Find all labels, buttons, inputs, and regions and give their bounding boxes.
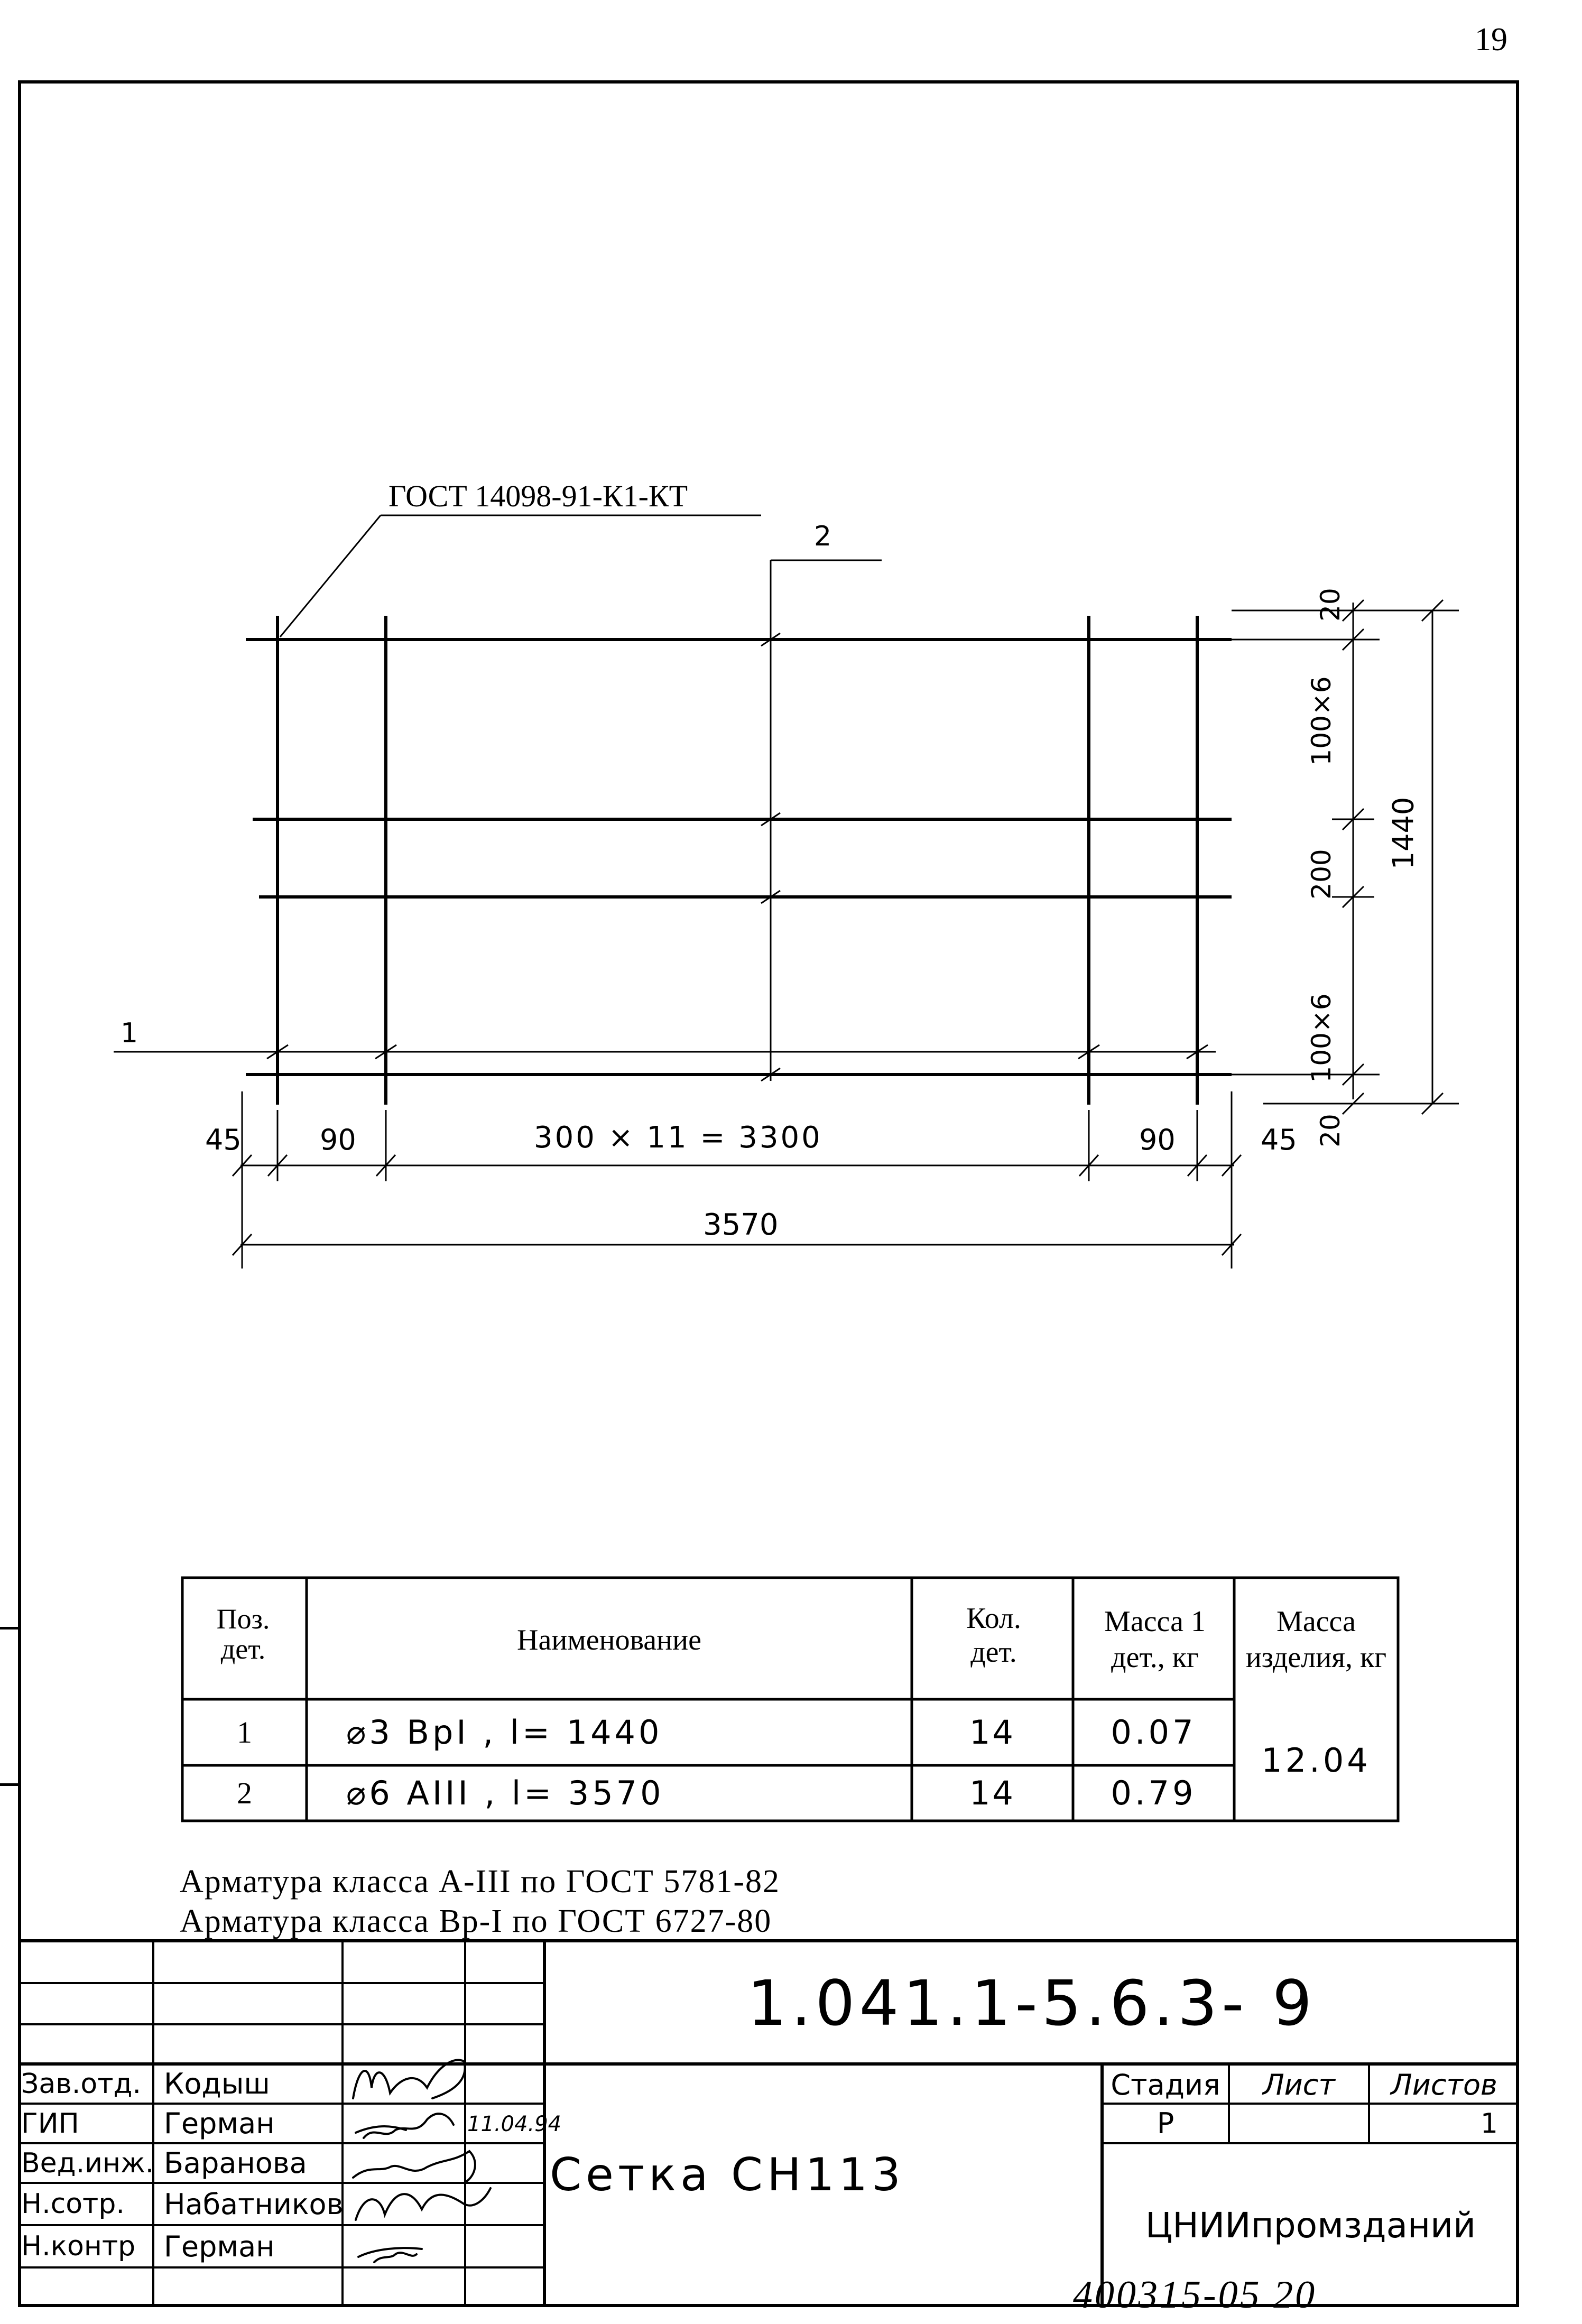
header-mass-total: Масса изделия, кг <box>1245 1605 1387 1674</box>
stage-label: Стадия <box>1111 2068 1220 2101</box>
page-number: 19 <box>1475 22 1507 58</box>
archive-number: 400315-05 20 <box>1073 2273 1317 2317</box>
role-label: ГИП <box>21 2107 79 2140</box>
row2-name: ⌀6 AIII , l= 3570 <box>346 1774 664 1812</box>
dim-main-span: 300 × 11 = 3300 <box>534 1121 822 1155</box>
dim-200: 200 <box>1306 849 1337 900</box>
sheets-label: Листов <box>1391 2068 1497 2101</box>
note-line-1: Арматура класса А-III по ГОСТ 5781-82 <box>180 1864 780 1900</box>
header-pos: Поз. дет. <box>216 1603 270 1665</box>
weld-spec-label: ГОСТ 14098-91-К1-КТ <box>388 479 688 513</box>
row1-mass: 0.07 <box>1111 1713 1197 1752</box>
sheets-value: 1 <box>1480 2107 1498 2140</box>
signature-3 <box>353 2151 475 2183</box>
signature-5 <box>358 2248 422 2262</box>
approval-date: 11.04.94 <box>467 2112 562 2136</box>
row2-pos: 2 <box>237 1776 252 1810</box>
stage-value: Р <box>1157 2107 1174 2140</box>
position-1-label: 1 <box>121 1017 138 1049</box>
signature-1 <box>353 2060 465 2098</box>
drawing-designation: 1.041.1-5.6.3- 9 <box>747 1967 1317 2040</box>
signature-2 <box>356 2114 454 2138</box>
row2-mass: 0.79 <box>1111 1774 1197 1812</box>
header-name: Наименование <box>517 1623 701 1656</box>
position-2-label: 2 <box>814 521 832 552</box>
row2-qty: 14 <box>969 1774 1015 1812</box>
sheet-label: Лист <box>1263 2068 1335 2101</box>
role-label: Н.контр <box>21 2230 136 2262</box>
signatures <box>343 2045 501 2267</box>
dim-height: 1440 <box>1386 797 1420 870</box>
dim-100x6-bottom: 100×6 <box>1306 993 1337 1083</box>
dim-90-left: 90 <box>320 1123 356 1156</box>
person-name: Герман <box>164 2229 275 2263</box>
role-label: Н.сотр. <box>21 2188 125 2220</box>
header-qty: Кол. дет. <box>966 1602 1021 1669</box>
dim-45-left: 45 <box>205 1123 242 1156</box>
note-line-2: Арматура класса Вр-I по ГОСТ 6727-80 <box>180 1903 772 1939</box>
signature-4 <box>356 2188 491 2220</box>
organization: ЦНИИпромзданий <box>1145 2205 1476 2246</box>
drawing-title: Сетка СН113 <box>550 2149 905 2201</box>
person-name: Герман <box>164 2107 275 2140</box>
header-mass-one: Масса 1 дет., кг <box>1104 1605 1206 1674</box>
dim-20-top: 20 <box>1315 588 1346 622</box>
row1-pos: 1 <box>237 1715 252 1749</box>
row1-qty: 14 <box>969 1713 1015 1752</box>
dim-90-right: 90 <box>1139 1123 1176 1156</box>
role-label: Зав.отд. <box>21 2068 141 2100</box>
person-name: Набатников <box>164 2187 344 2221</box>
row1-name: ⌀3 ВрI , l= 1440 <box>346 1713 663 1752</box>
person-name: Баранова <box>164 2146 307 2180</box>
person-name: Кодыш <box>164 2067 270 2100</box>
dim-100x6-top: 100×6 <box>1306 676 1337 766</box>
dim-45-right: 45 <box>1261 1123 1297 1156</box>
dim-20-bottom: 20 <box>1315 1114 1346 1147</box>
mass-total-value: 12.04 <box>1261 1740 1371 1780</box>
dim-total: 3570 <box>703 1208 779 1242</box>
role-label: Вед.инж. <box>21 2147 154 2179</box>
